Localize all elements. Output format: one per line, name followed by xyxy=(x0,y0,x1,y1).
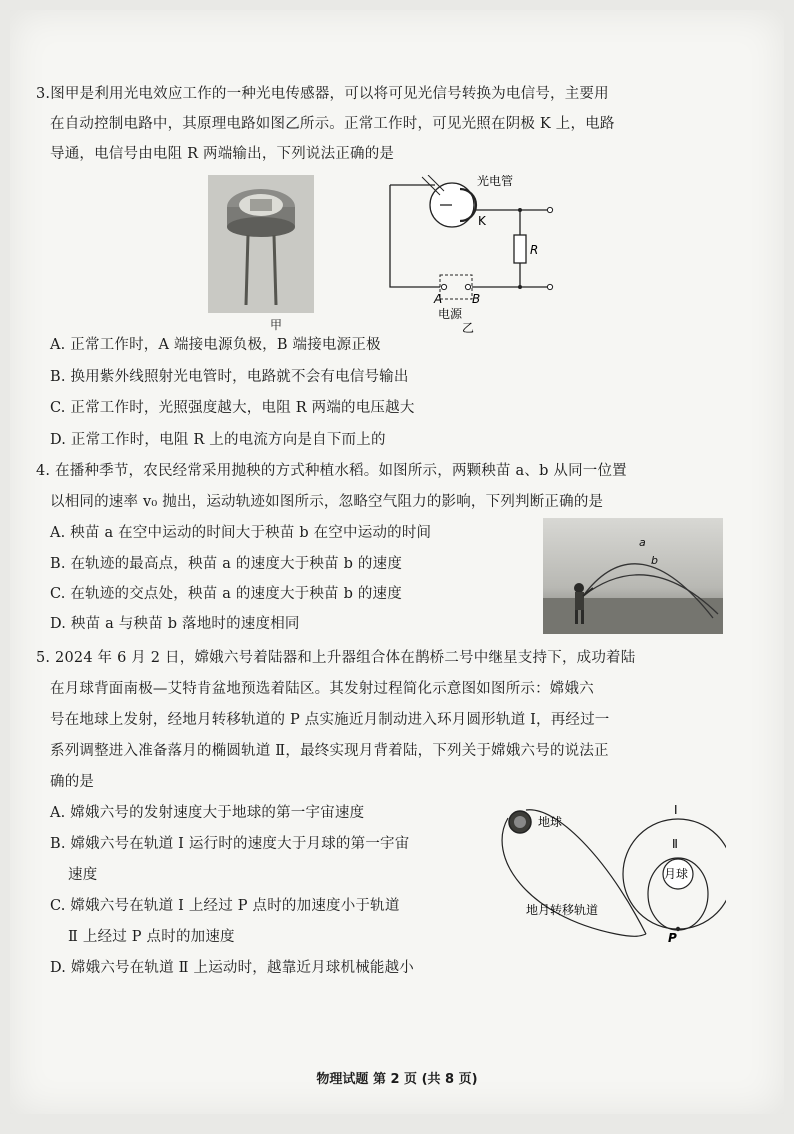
q5-option-b-line-2: 速度 xyxy=(68,867,98,883)
q4-stem-line-1: 4. 在播种季节，农民经常采用抛秧的方式种植水稻。如图所示，两颗秧苗 a、b 从同一位置 xyxy=(36,463,627,479)
q4-option-b: B. 在轨迹的最高点，秧苗 a 的速度大于秧苗 b 的速度 xyxy=(50,556,403,572)
q4-stem-line-2: 以相同的速率 v₀ 抛出，运动轨迹如图所示，忽略空气阻力的影响，下列判断正确的是 xyxy=(50,494,604,510)
page-footer: 物理试题 第 2 页 (共 8 页) xyxy=(316,1072,478,1087)
q3-option-a: A. 正常工作时，A 端接电源负极，B 端接电源正极 xyxy=(50,337,381,353)
label-moon: 月球 xyxy=(664,867,689,881)
photosensor-photo xyxy=(208,175,314,313)
q5-option-b-line-1: B. 嫦娥六号在轨道 Ⅰ 运行时的速度大于月球的第一宇宙 xyxy=(50,836,410,852)
q5-option-c-line-1: C. 嫦娥六号在轨道 Ⅰ 上经过 P 点时的加速度小于轨道 xyxy=(50,898,400,914)
label-orbit-2: Ⅱ xyxy=(672,837,678,851)
q5-stem-line-3: 号在地球上发射，经地月转移轨道的 P 点实施近月制动进入环月圆形轨道 Ⅰ，再经过一 xyxy=(50,712,610,728)
label-earth: 地球 xyxy=(538,815,563,829)
q3-option-d: D. 正常工作时，电阻 R 上的电流方向是自下而上的 xyxy=(50,432,386,448)
label-resistor-r: R xyxy=(530,243,539,257)
label-transfer-orbit: 地月转移轨道 xyxy=(526,903,599,917)
q5-option-d: D. 嫦娥六号在轨道 Ⅱ 上运动时，越靠近月球机械能越小 xyxy=(50,960,414,976)
q5-stem-line-1: 5. 2024 年 6 月 2 日，嫦娥六号着陆器和上升器组合体在鹊桥二号中继星支持下，成功着陆 xyxy=(36,650,636,666)
figure-yi-caption: 乙 xyxy=(462,321,475,335)
label-cathode-k: K xyxy=(478,214,486,228)
figure-jia-caption: 甲 xyxy=(270,318,283,332)
rice-throwing-photo xyxy=(543,518,723,634)
q5-stem-line-2: 在月球背面南极—艾特肯盆地预选着陆区。其发射过程简化示意图如图所示：嫦娥六 xyxy=(50,681,594,697)
label-orbit-1: Ⅰ xyxy=(674,803,678,817)
q3-option-b: B. 换用紫外线照射光电管时，电路就不会有电信号输出 xyxy=(50,369,409,385)
q5-option-a: A. 嫦娥六号的发射速度大于地球的第一宇宙速度 xyxy=(50,805,365,821)
exam-page xyxy=(10,10,784,1114)
q3-stem-line-1: 3.图甲是利用光电效应工作的一种光电传感器，可以将可见光信号转换为电信号，主要用 xyxy=(36,86,609,102)
q4-option-c: C. 在轨迹的交点处，秧苗 a 的速度大于秧苗 b 的速度 xyxy=(50,586,402,602)
q5-stem-line-4: 系列调整进入准备落月的椭圆轨道 Ⅱ，最终实现月背着陆，下列关于嫦娥六号的说法正 xyxy=(50,743,609,759)
q3-stem-line-2: 在自动控制电路中，其原理电路如图乙所示。正常工作时，可见光照在阴极 K 上，电路 xyxy=(50,116,615,132)
q4-option-a: A. 秧苗 a 在空中运动的时间大于秧苗 b 在空中运动的时间 xyxy=(50,525,432,541)
q5-stem-line-5: 确的是 xyxy=(50,774,95,790)
q3-stem-line-3: 导通，电信号由电阻 R 两端输出，下列说法正确的是 xyxy=(50,146,395,162)
label-terminal-a: A xyxy=(434,292,443,306)
label-power-source: 电源 xyxy=(438,307,463,321)
label-point-p: P xyxy=(668,931,677,945)
q5-option-c-line-2: Ⅱ 上经过 P 点时的加速度 xyxy=(68,929,235,945)
trajectory-a-label: a xyxy=(639,536,646,549)
q4-option-d: D. 秧苗 a 与秧苗 b 落地时的速度相同 xyxy=(50,616,300,632)
label-terminal-b: B xyxy=(472,292,481,306)
label-phototube: 光电管 xyxy=(477,175,514,188)
trajectory-b-label: b xyxy=(651,554,658,567)
lunar-orbit-diagram xyxy=(486,796,726,946)
photocell-circuit-diagram xyxy=(380,175,560,335)
q3-option-c: C. 正常工作时，光照强度越大，电阻 R 两端的电压越大 xyxy=(50,400,415,416)
